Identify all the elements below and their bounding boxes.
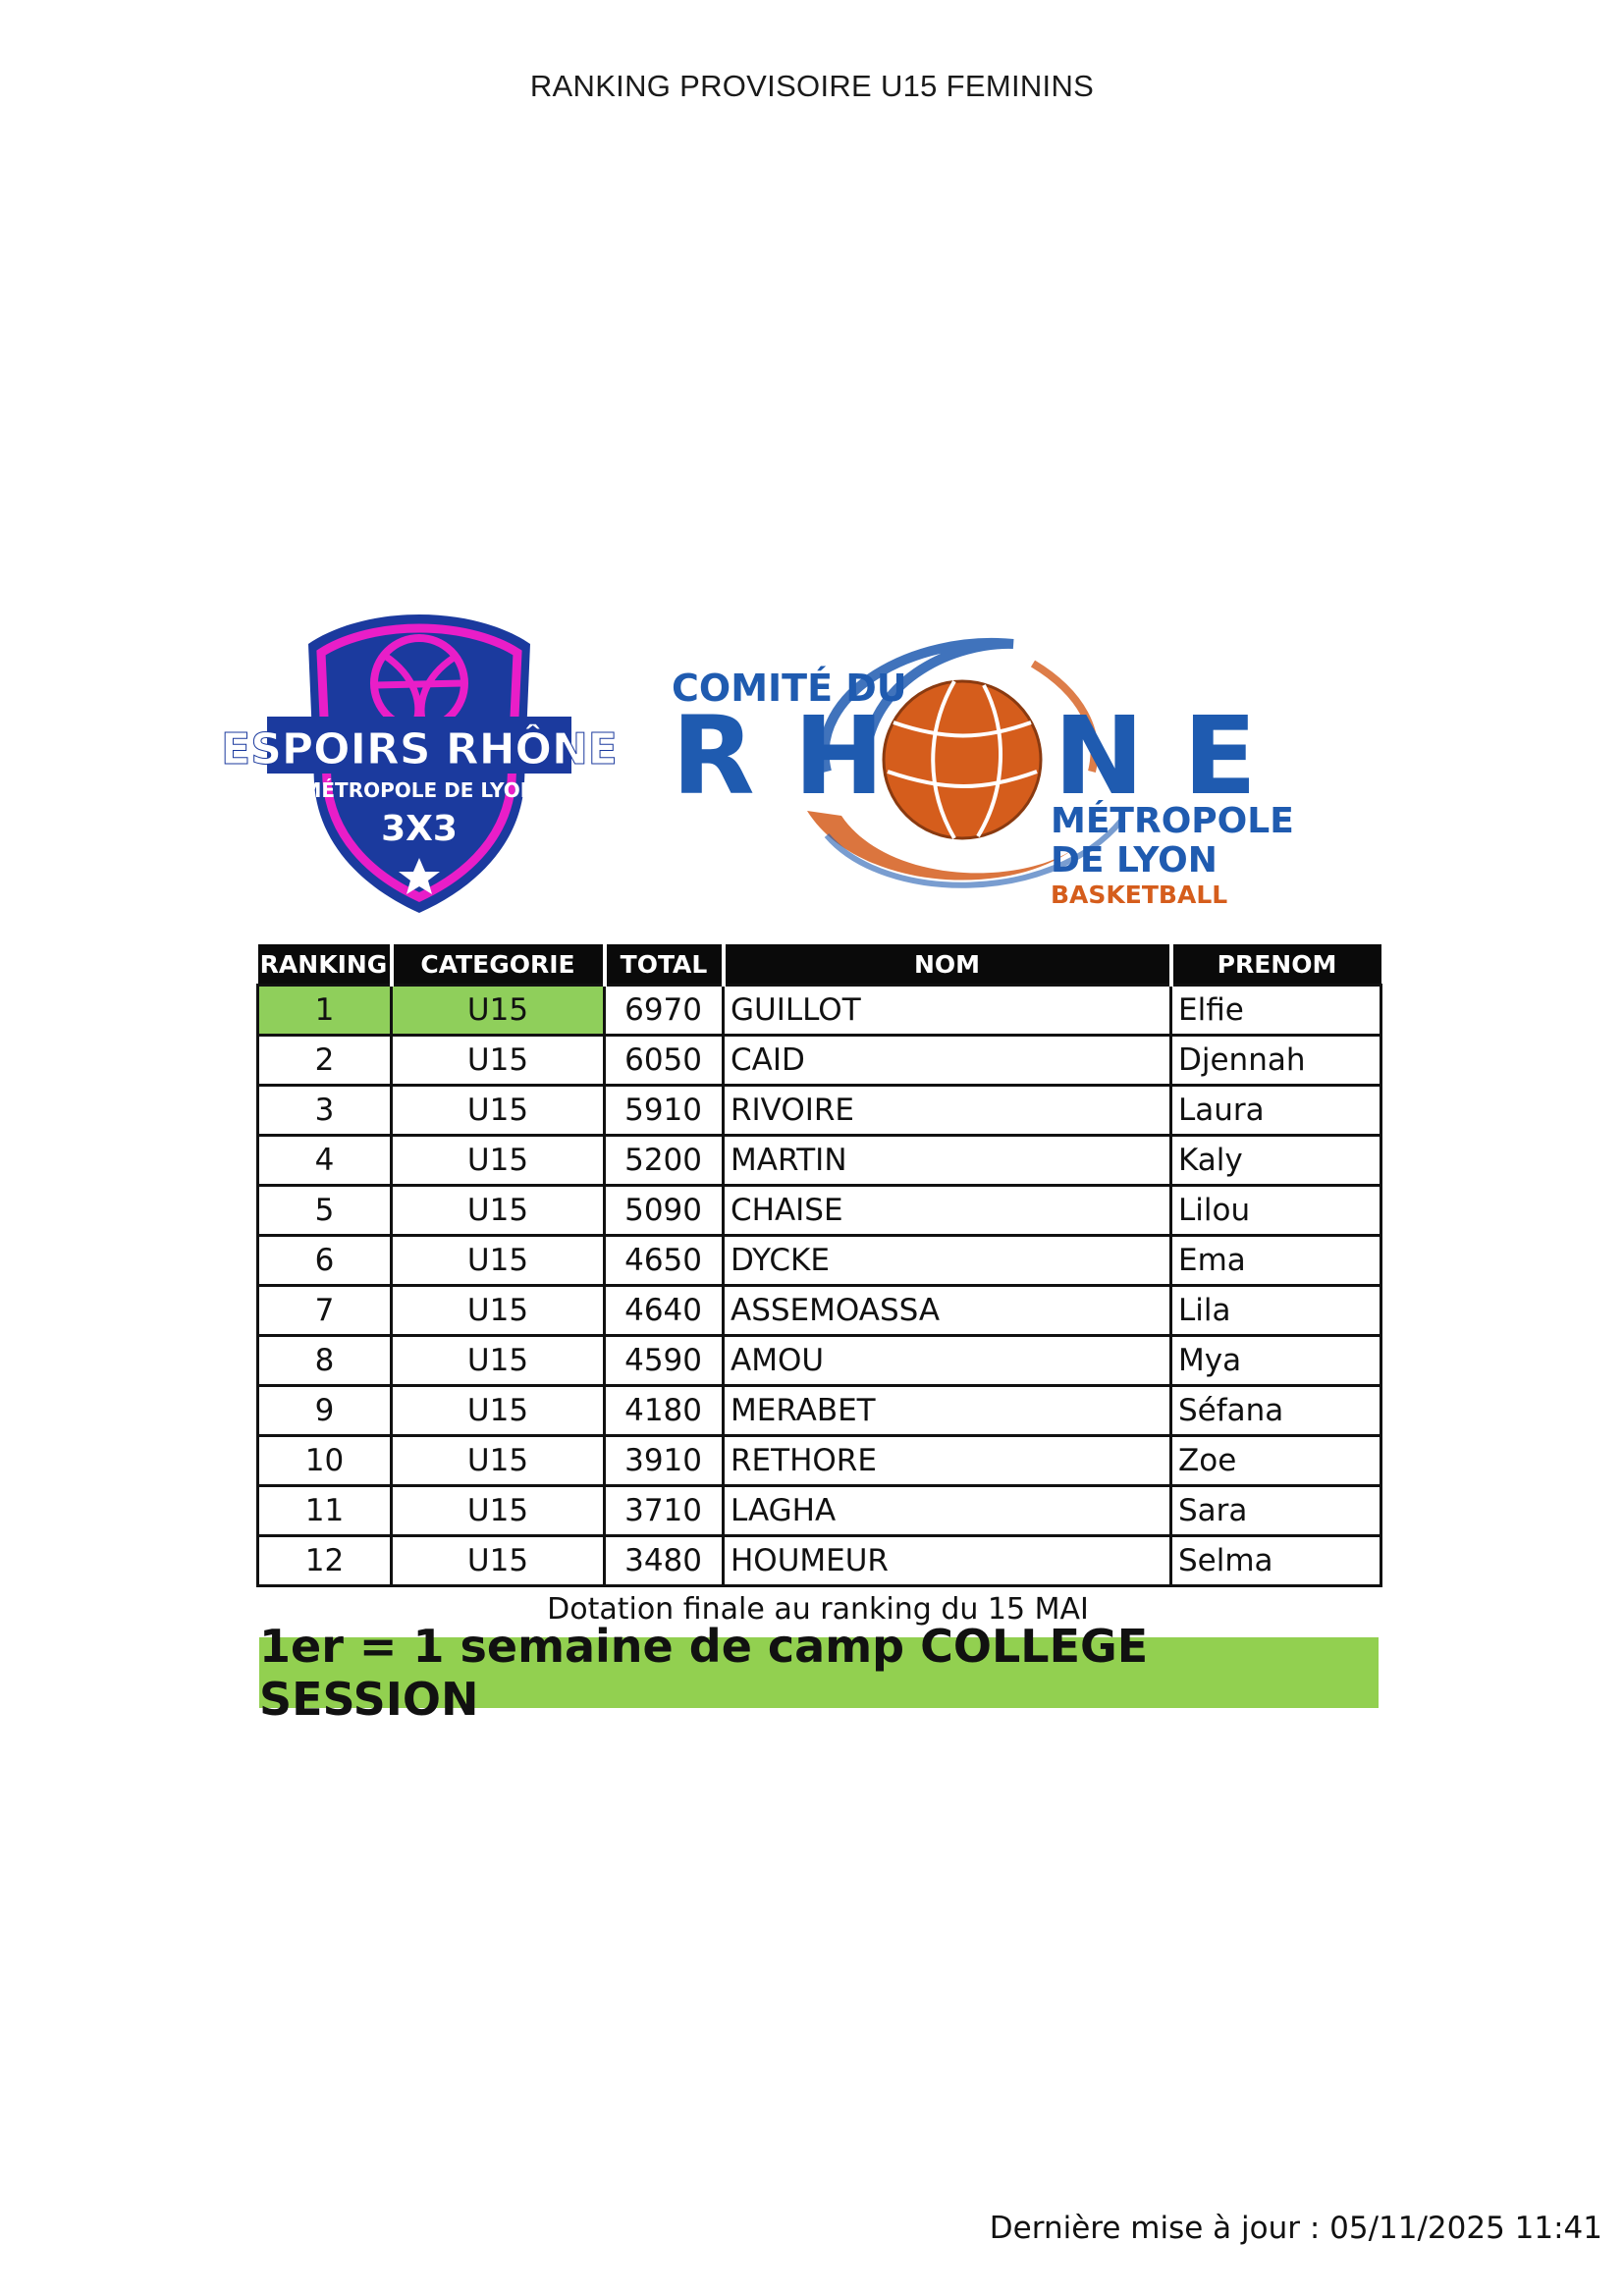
prenom-cell: Sara	[1171, 1486, 1381, 1536]
nom-cell: RIVOIRE	[724, 1086, 1171, 1136]
ranking-cell: 5	[258, 1186, 392, 1236]
categorie-cell: U15	[392, 1136, 605, 1186]
ranking-cell: 10	[258, 1436, 392, 1486]
nom-cell: GUILLOT	[724, 986, 1171, 1036]
table-row	[258, 1186, 1381, 1236]
categorie-cell: U15	[392, 1036, 605, 1086]
table-row	[258, 1436, 1381, 1486]
prenom-cell: Lilou	[1171, 1186, 1381, 1236]
comite-logo-line5: BASKETBALL	[1051, 881, 1228, 909]
espoirs-logo-line1: ESPOIRS RHÔNE	[221, 724, 618, 774]
prenom-cell: Elfie	[1171, 986, 1381, 1036]
total-cell: 4640	[605, 1286, 724, 1336]
column-header-ranking: RANKING	[258, 944, 392, 986]
basketball-icon	[374, 638, 464, 728]
nom-cell: RETHORE	[724, 1436, 1171, 1486]
prize-text: 1er = 1 semaine de camp COLLEGE SESSION	[259, 1620, 1149, 1726]
total-cell: 5090	[605, 1186, 724, 1236]
comite-logo-line2: RH NE	[672, 693, 1257, 819]
ranking-cell: 7	[258, 1286, 392, 1336]
categorie-cell: U15	[392, 1336, 605, 1386]
total-cell: 5200	[605, 1136, 724, 1186]
espoirs-logo-line3: 3X3	[381, 809, 458, 849]
nom-cell: ASSEMOASSA	[724, 1286, 1171, 1336]
table-row	[258, 1136, 1381, 1186]
categorie-cell: U15	[392, 1236, 605, 1286]
prenom-cell: Djennah	[1171, 1036, 1381, 1086]
nom-cell: AMOU	[724, 1336, 1171, 1386]
ranking-cell: 8	[258, 1336, 392, 1386]
last-update-text: Dernière mise à jour : 05/11/2025 11:41	[989, 2211, 1602, 2246]
ranking-cell: 1	[258, 986, 392, 1036]
ranking-cell: 3	[258, 1086, 392, 1136]
table-row	[258, 1536, 1381, 1586]
page-title: RANKING PROVISOIRE U15 FEMININS	[529, 69, 1095, 103]
comite-rhone-logo	[660, 624, 1294, 919]
ranking-cell: 4	[258, 1136, 392, 1186]
table-row	[258, 1386, 1381, 1436]
ranking-cell: 11	[258, 1486, 392, 1536]
table-row	[258, 1036, 1381, 1086]
espoirs-rhone-logo	[221, 607, 618, 921]
prenom-cell: Kaly	[1171, 1136, 1381, 1186]
prenom-cell: Séfana	[1171, 1386, 1381, 1436]
ranking-table	[256, 944, 1382, 1587]
nom-cell: CAID	[724, 1036, 1171, 1086]
column-header-total: TOTAL	[605, 944, 724, 986]
ranking-cell: 2	[258, 1036, 392, 1086]
table-header-row	[258, 944, 1381, 986]
total-cell: 4180	[605, 1386, 724, 1436]
categorie-cell: U15	[392, 1386, 605, 1436]
ranking-cell: 9	[258, 1386, 392, 1436]
prize-banner	[259, 1620, 1379, 1726]
nom-cell: DYCKE	[724, 1236, 1171, 1286]
prenom-cell: Mya	[1171, 1336, 1381, 1386]
total-cell: 4650	[605, 1236, 724, 1286]
ranking-cell: 6	[258, 1236, 392, 1286]
nom-cell: LAGHA	[724, 1486, 1171, 1536]
total-cell: 4590	[605, 1336, 724, 1386]
nom-cell: MERABET	[724, 1386, 1171, 1436]
comite-logo-line1: COMITÉ DU	[672, 667, 907, 710]
categorie-cell: U15	[392, 1286, 605, 1336]
total-cell: 3710	[605, 1486, 724, 1536]
categorie-cell: U15	[392, 1186, 605, 1236]
total-cell: 3480	[605, 1536, 724, 1586]
column-header-nom: NOM	[724, 944, 1171, 986]
nom-cell: MARTIN	[724, 1136, 1171, 1186]
column-header-categorie: CATEGORIE	[392, 944, 605, 986]
categorie-cell: U15	[392, 1536, 605, 1586]
comite-logo-line4: DE LYON	[1051, 840, 1218, 881]
nom-cell: CHAISE	[724, 1186, 1171, 1236]
prenom-cell: Zoe	[1171, 1436, 1381, 1486]
total-cell: 6970	[605, 986, 724, 1036]
espoirs-logo-line2: MÉTROPOLE DE LYON	[301, 778, 537, 802]
total-cell: 3910	[605, 1436, 724, 1486]
basketball-icon	[884, 681, 1041, 838]
prenom-cell: Laura	[1171, 1086, 1381, 1136]
categorie-cell: U15	[392, 1436, 605, 1486]
total-cell: 6050	[605, 1036, 724, 1086]
table-row	[258, 1336, 1381, 1386]
table-row	[258, 1086, 1381, 1136]
dotation-note: Dotation finale au ranking du 15 MAI	[547, 1592, 1089, 1627]
prenom-cell: Lila	[1171, 1286, 1381, 1336]
ranking-cell: 12	[258, 1536, 392, 1586]
table-row	[258, 1236, 1381, 1286]
comite-logo-line3: MÉTROPOLE	[1051, 801, 1294, 841]
table-row	[258, 1486, 1381, 1536]
categorie-cell: U15	[392, 1486, 605, 1536]
table-row	[258, 1286, 1381, 1336]
prenom-cell: Selma	[1171, 1536, 1381, 1586]
categorie-cell: U15	[392, 1086, 605, 1136]
nom-cell: HOUMEUR	[724, 1536, 1171, 1586]
table-row	[258, 986, 1381, 1036]
total-cell: 5910	[605, 1086, 724, 1136]
prenom-cell: Ema	[1171, 1236, 1381, 1286]
column-header-prenom: PRENOM	[1171, 944, 1381, 986]
categorie-cell: U15	[392, 986, 605, 1036]
